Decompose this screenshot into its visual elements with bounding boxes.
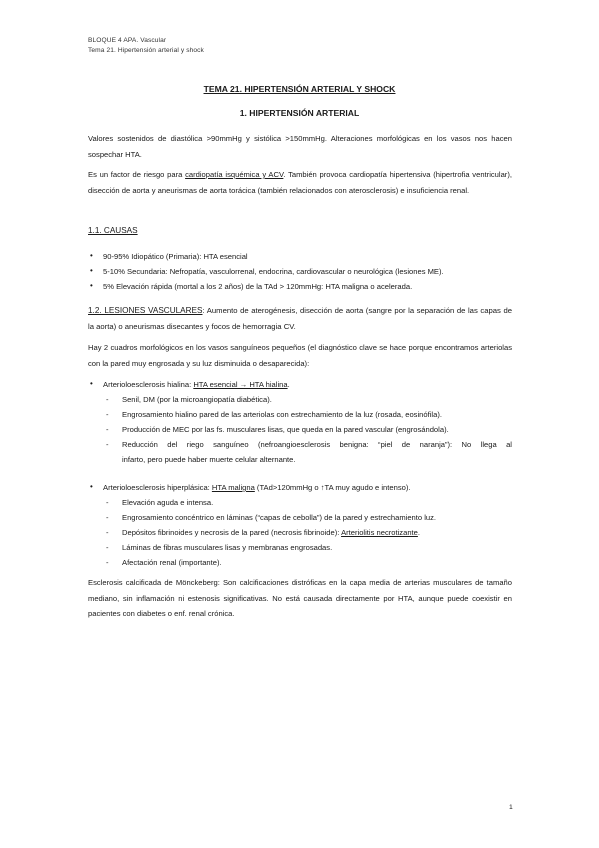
hialina-lead: Arterioloesclerosis hialina: [103, 380, 194, 389]
hialina-item-1: Senil, DM (por la microangiopatía diabética). [122, 395, 272, 404]
bullet-icon: • [90, 266, 93, 275]
dash-icon: - [106, 528, 109, 537]
subsection-lesiones: 1.2. LESIONES VASCULARES [88, 306, 203, 315]
page-number: 1 [509, 804, 513, 811]
dash-icon: - [106, 498, 109, 507]
risk-text-c: . También provoca cardiopatía hipertensiva (hipertrofia ventricular), disección de aorta y aneurismas de aorta torácica (también relacionados con aterosclerosis) e insuficiencia renal. [88, 170, 512, 195]
dash-icon: - [106, 395, 109, 404]
hiperplasica-lead: Arterioloesclerosis hiperplásica: [103, 483, 212, 492]
hiperplasica-item-3-link: Arteriolitis necrotizante [341, 528, 418, 537]
hialina-item-4-cont: infarto, pero puede haber muerte celular alternante. [122, 455, 296, 464]
paragraph-definition: Valores sostenidos de diastólica >90mmHg y sistólica >150mmHg. Alteraciones morfológicas en los vasos nos hacen sospechar HTA. [88, 134, 512, 159]
paragraph-risk-factor [88, 167, 512, 198]
hiperplasica-item-4: Láminas de fibras musculares lisas y membranas engrosadas. [122, 543, 333, 552]
section-title: 1. HIPERTENSIÓN ARTERIAL [239, 108, 360, 118]
dash-icon: - [106, 513, 109, 522]
dash-icon: - [106, 440, 109, 449]
hiperplasica-item-3-text: Depósitos fibrinoides y necrosis de la pared (necrosis fibrinoide): [122, 528, 342, 537]
hialina-item-3: Producción de MEC por las fs. musculares lisas, que queda en la pared vascular (engrosándola). [122, 425, 449, 434]
lesiones-text: : Aumento de aterogénesis, disección de aorta (sangre por la separación de las capas de la aorta) o aneurismas disecantes y focos de hemorragia CV. [88, 306, 513, 331]
hialina-item-4: Reducción del riego sanguíneo (nefroangioesclerosis benigna: “piel de naranja”): No llega al [122, 440, 512, 449]
hiperplasica-item-3-end: . [417, 528, 421, 537]
paragraph-monckeberg: Esclerosis calcificada de Mönckeberg: Son calcificaciones distróficas en la capa media de arterias musculares de tamaño mediano, sin inflamación ni estenosis significativas. No está causada directamente por HTA, aunque puede coexistir en pacientes con diabetes o enf. renal crónica. [88, 578, 512, 618]
hialina-item-2: Engrosamiento hialino pared de las arteriolas con estrechamiento de la luz (rosada, eosinófila). [122, 410, 442, 419]
bullet-icon: • [90, 281, 93, 290]
hiperplasica-item-3 [122, 528, 420, 538]
risk-text-a: Es un factor de riesgo para [88, 170, 186, 179]
hiperplasica-item-5: Afectación renal (importante). [122, 558, 222, 567]
running-header-line1: BLOQUE 4 APA. Vascular [88, 37, 167, 44]
dash-icon: - [106, 425, 109, 434]
hiperplasica-end: (TAd>120mmHg o ↑TA muy agudo e intenso). [254, 483, 411, 492]
paragraph-lesiones [88, 303, 512, 334]
hiperplasica-link: HTA maligna [211, 483, 255, 492]
bullet-icon: • [90, 482, 93, 491]
causa-item-1: 90-95% Idiopático (Primaria): HTA esencial [103, 252, 248, 261]
document-title-text: TEMA 21. HIPERTENSIÓN ARTERIAL Y SHOCK [203, 84, 396, 94]
document-title [0, 84, 599, 94]
hialina-end: . [287, 380, 290, 389]
hiperplasica-item-2: Engrosamiento concéntrico en láminas (“capas de cebolla”) de la pared y estrechamiento luz. [122, 513, 437, 522]
paragraph-cuadros: Hay 2 cuadros morfológicos en los vasos sanguíneos pequeños (el diagnóstico clave se hace porque encontramos arteriolas con la pared muy engrosada y su luz disminuida o desaparecida): [88, 343, 512, 368]
dash-icon: - [106, 410, 109, 419]
running-header-line2: Tema 21. Hipertensión arterial y shock [88, 47, 204, 54]
causa-item-2: 5-10% Secundaria: Nefropatía, vasculorrenal, endocrina, cardiovascular o neurológica (lesiones ME). [103, 267, 444, 276]
bullet-icon: • [90, 251, 93, 260]
causa-item-3: 5% Elevación rápida (mortal a los 2 años) de la TAd > 120mmHg: HTA maligna o acelerada. [103, 282, 413, 291]
risk-text-underlined: cardiopatía isquémica y ACV [185, 170, 284, 179]
subsection-causas: 1.1. CAUSAS [88, 226, 138, 235]
dash-icon: - [106, 558, 109, 567]
hialina-heading [103, 380, 290, 390]
dash-icon: - [106, 543, 109, 552]
hiperplasica-item-1: Elevación aguda e intensa. [122, 498, 214, 507]
hialina-link: HTA esencial → HTA hialina [193, 380, 288, 389]
bullet-icon: • [90, 379, 93, 388]
hiperplasica-heading [103, 483, 411, 493]
